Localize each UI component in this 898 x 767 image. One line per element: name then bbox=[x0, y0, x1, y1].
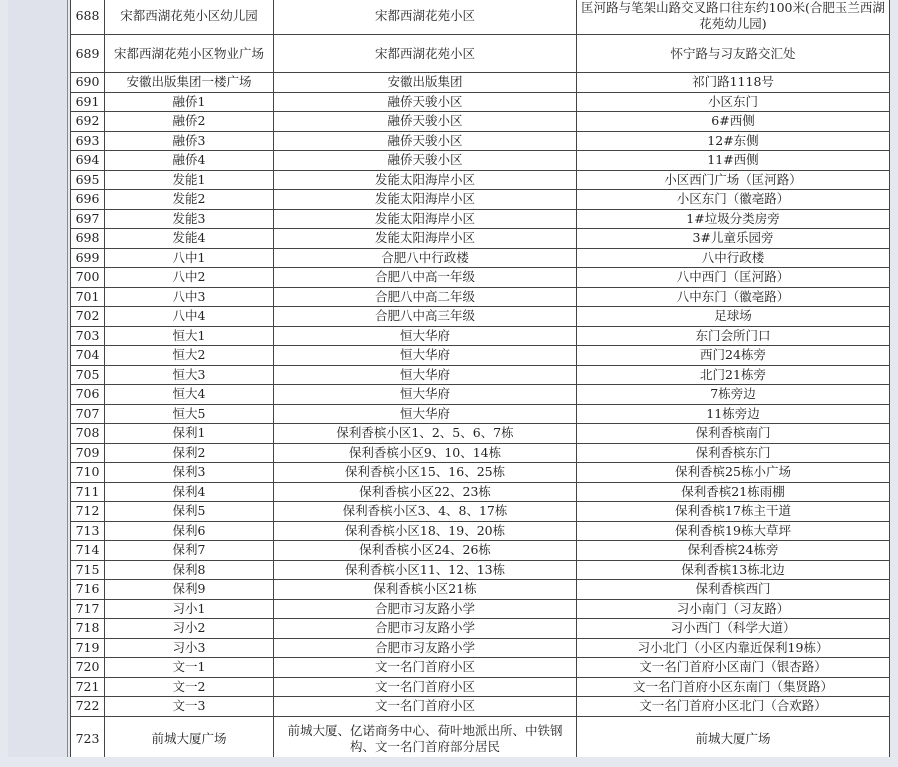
row-number-cell: 705 bbox=[71, 365, 105, 385]
site-location-cell: 保利香槟小区15、16、25栋 bbox=[274, 463, 577, 483]
site-address-cell: 7栋旁边 bbox=[577, 385, 890, 405]
table-row bbox=[71, 541, 890, 561]
site-address-cell: 保利香槟17栋主干道 bbox=[577, 502, 890, 522]
site-name-cell: 发能2 bbox=[105, 190, 274, 210]
site-location-cell: 恒大华府 bbox=[274, 404, 577, 424]
site-name-cell: 宋都西湖花苑小区物业广场 bbox=[105, 35, 274, 73]
table-row bbox=[71, 151, 890, 171]
table-row bbox=[71, 170, 890, 190]
table-row bbox=[71, 619, 890, 639]
site-address-cell: 文一名门首府小区南门（银杏路） bbox=[577, 658, 890, 678]
site-location-cell: 合肥八中高一年级 bbox=[274, 268, 577, 288]
site-name-cell: 保利3 bbox=[105, 463, 274, 483]
site-name-cell: 发能4 bbox=[105, 229, 274, 249]
site-address-cell: 前城大厦广场 bbox=[577, 716, 890, 761]
site-location-cell: 保利香槟小区11、12、13栋 bbox=[274, 560, 577, 580]
site-name-cell: 文一3 bbox=[105, 697, 274, 717]
row-number-cell: 692 bbox=[71, 112, 105, 132]
site-name-cell: 融侨3 bbox=[105, 131, 274, 151]
right-panel-border bbox=[889, 0, 898, 767]
site-location-cell: 发能太阳海岸小区 bbox=[274, 190, 577, 210]
site-name-cell: 习小1 bbox=[105, 599, 274, 619]
site-name-cell: 融侨2 bbox=[105, 112, 274, 132]
site-location-cell: 合肥市习友路小学 bbox=[274, 619, 577, 639]
table-row bbox=[71, 463, 890, 483]
site-address-cell: 文一名门首府小区东南门（集贤路） bbox=[577, 677, 890, 697]
site-location-cell: 恒大华府 bbox=[274, 326, 577, 346]
table-row bbox=[71, 638, 890, 658]
site-address-cell: 1#垃圾分类房旁 bbox=[577, 209, 890, 229]
site-name-cell: 恒大1 bbox=[105, 326, 274, 346]
site-name-cell: 八中3 bbox=[105, 287, 274, 307]
table-row bbox=[71, 482, 890, 502]
site-location-cell: 保利香槟小区22、23栋 bbox=[274, 482, 577, 502]
site-name-cell: 习小2 bbox=[105, 619, 274, 639]
site-name-cell: 恒大5 bbox=[105, 404, 274, 424]
site-location-cell: 合肥八中行政楼 bbox=[274, 248, 577, 268]
site-address-cell: 习小西门（科学大道） bbox=[577, 619, 890, 639]
site-name-cell: 保利6 bbox=[105, 521, 274, 541]
table-row bbox=[71, 346, 890, 366]
site-location-cell: 保利香槟小区3、4、8、17栋 bbox=[274, 502, 577, 522]
site-location-cell: 恒大华府 bbox=[274, 385, 577, 405]
site-location-cell: 文一名门首府小区 bbox=[274, 677, 577, 697]
site-name-cell: 保利7 bbox=[105, 541, 274, 561]
table-row bbox=[71, 112, 890, 132]
row-number-cell: 699 bbox=[71, 248, 105, 268]
row-number-cell: 703 bbox=[71, 326, 105, 346]
site-location-cell: 融侨天骏小区 bbox=[274, 151, 577, 171]
row-number-cell: 693 bbox=[71, 131, 105, 151]
row-number-cell: 704 bbox=[71, 346, 105, 366]
sampling-sites-table bbox=[70, 0, 890, 762]
row-number-cell: 719 bbox=[71, 638, 105, 658]
table-body bbox=[71, 0, 890, 761]
site-name-cell: 保利4 bbox=[105, 482, 274, 502]
site-location-cell: 宋都西湖花苑小区 bbox=[274, 0, 577, 35]
site-name-cell: 前城大厦广场 bbox=[105, 716, 274, 761]
row-number-cell: 695 bbox=[71, 170, 105, 190]
table-row bbox=[71, 677, 890, 697]
row-number-cell: 690 bbox=[71, 73, 105, 93]
site-address-cell: 八中西门（匡河路） bbox=[577, 268, 890, 288]
site-address-cell: 小区东门（徽亳路） bbox=[577, 190, 890, 210]
row-number-cell: 698 bbox=[71, 229, 105, 249]
row-number-cell: 694 bbox=[71, 151, 105, 171]
table-row bbox=[71, 131, 890, 151]
table-row bbox=[71, 326, 890, 346]
site-address-cell: 小区东门 bbox=[577, 92, 890, 112]
site-name-cell: 保利1 bbox=[105, 424, 274, 444]
row-number-cell: 691 bbox=[71, 92, 105, 112]
table-row bbox=[71, 424, 890, 444]
site-location-cell: 恒大华府 bbox=[274, 346, 577, 366]
site-name-cell: 文一2 bbox=[105, 677, 274, 697]
table-row bbox=[71, 92, 890, 112]
row-number-cell: 702 bbox=[71, 307, 105, 327]
site-name-cell: 八中2 bbox=[105, 268, 274, 288]
site-address-cell: 足球场 bbox=[577, 307, 890, 327]
table-row bbox=[71, 521, 890, 541]
row-number-cell: 701 bbox=[71, 287, 105, 307]
row-number-cell: 708 bbox=[71, 424, 105, 444]
table-row bbox=[71, 385, 890, 405]
site-location-cell: 保利香槟小区21栋 bbox=[274, 580, 577, 600]
table-row bbox=[71, 502, 890, 522]
site-location-cell: 保利香槟小区18、19、20栋 bbox=[274, 521, 577, 541]
site-location-cell: 发能太阳海岸小区 bbox=[274, 209, 577, 229]
site-address-cell: 八中东门（徽亳路） bbox=[577, 287, 890, 307]
row-number-cell: 722 bbox=[71, 697, 105, 717]
site-address-cell: 小区西门广场（匡河路） bbox=[577, 170, 890, 190]
site-address-cell: 匡河路与笔架山路交叉路口往东约100米(合肥玉兰西湖花苑幼儿园) bbox=[577, 0, 890, 35]
site-name-cell: 八中4 bbox=[105, 307, 274, 327]
site-address-cell: 习小北门（小区内靠近保利19栋） bbox=[577, 638, 890, 658]
row-number-cell: 721 bbox=[71, 677, 105, 697]
site-address-cell: 习小南门（习友路） bbox=[577, 599, 890, 619]
site-address-cell: 保利香槟21栋雨棚 bbox=[577, 482, 890, 502]
left-panel bbox=[8, 0, 68, 757]
table-row bbox=[71, 209, 890, 229]
site-name-cell: 恒大4 bbox=[105, 385, 274, 405]
site-name-cell: 安徽出版集团一楼广场 bbox=[105, 73, 274, 93]
site-location-cell: 融侨天骏小区 bbox=[274, 92, 577, 112]
table-row bbox=[71, 268, 890, 288]
table-row bbox=[71, 73, 890, 93]
site-name-cell: 发能1 bbox=[105, 170, 274, 190]
site-location-cell: 合肥八中高二年级 bbox=[274, 287, 577, 307]
site-address-cell: 保利香槟13栋北边 bbox=[577, 560, 890, 580]
table-row bbox=[71, 404, 890, 424]
site-name-cell: 恒大3 bbox=[105, 365, 274, 385]
row-number-cell: 688 bbox=[71, 0, 105, 35]
table-row bbox=[71, 580, 890, 600]
site-address-cell: 保利香槟25栋小广场 bbox=[577, 463, 890, 483]
left-panel-border bbox=[0, 0, 70, 767]
site-address-cell: 3#儿童乐园旁 bbox=[577, 229, 890, 249]
site-address-cell: 保利香槟19栋大草坪 bbox=[577, 521, 890, 541]
row-number-cell: 712 bbox=[71, 502, 105, 522]
bottom-panel-border bbox=[0, 757, 898, 767]
site-address-cell: 北门21栋旁 bbox=[577, 365, 890, 385]
site-location-cell: 文一名门首府小区 bbox=[274, 658, 577, 678]
site-name-cell: 文一1 bbox=[105, 658, 274, 678]
site-name-cell: 恒大2 bbox=[105, 346, 274, 366]
site-name-cell: 八中1 bbox=[105, 248, 274, 268]
row-number-cell: 715 bbox=[71, 560, 105, 580]
site-location-cell: 前城大厦、亿诺商务中心、荷叶地派出所、中铁钢构、文一名门首府部分居民 bbox=[274, 716, 577, 761]
site-address-cell: 6#西侧 bbox=[577, 112, 890, 132]
site-address-cell: 怀宁路与习友路交汇处 bbox=[577, 35, 890, 73]
site-name-cell: 保利5 bbox=[105, 502, 274, 522]
site-address-cell: 保利香槟西门 bbox=[577, 580, 890, 600]
row-number-cell: 696 bbox=[71, 190, 105, 210]
row-number-cell: 717 bbox=[71, 599, 105, 619]
site-address-cell: 文一名门首府小区北门（合欢路） bbox=[577, 697, 890, 717]
site-address-cell: 11栋旁边 bbox=[577, 404, 890, 424]
site-name-cell: 保利8 bbox=[105, 560, 274, 580]
site-name-cell: 发能3 bbox=[105, 209, 274, 229]
row-number-cell: 716 bbox=[71, 580, 105, 600]
table-row bbox=[71, 287, 890, 307]
site-location-cell: 融侨天骏小区 bbox=[274, 112, 577, 132]
row-number-cell: 706 bbox=[71, 385, 105, 405]
site-address-cell: 保利香槟东门 bbox=[577, 443, 890, 463]
site-location-cell: 恒大华府 bbox=[274, 365, 577, 385]
site-location-cell: 保利香槟小区24、26栋 bbox=[274, 541, 577, 561]
site-name-cell: 保利9 bbox=[105, 580, 274, 600]
row-number-cell: 700 bbox=[71, 268, 105, 288]
site-address-cell: 保利香槟南门 bbox=[577, 424, 890, 444]
table-row bbox=[71, 560, 890, 580]
site-address-cell: 保利香槟24栋旁 bbox=[577, 541, 890, 561]
site-address-cell: 12#东侧 bbox=[577, 131, 890, 151]
site-name-cell: 习小3 bbox=[105, 638, 274, 658]
row-number-cell: 714 bbox=[71, 541, 105, 561]
site-location-cell: 合肥市习友路小学 bbox=[274, 599, 577, 619]
table-row bbox=[71, 35, 890, 73]
table-row bbox=[71, 307, 890, 327]
site-location-cell: 保利香槟小区1、2、5、6、7栋 bbox=[274, 424, 577, 444]
row-number-cell: 720 bbox=[71, 658, 105, 678]
table-row bbox=[71, 658, 890, 678]
table-row bbox=[71, 443, 890, 463]
row-number-cell: 710 bbox=[71, 463, 105, 483]
site-address-cell: 西门24栋旁 bbox=[577, 346, 890, 366]
site-location-cell: 合肥市习友路小学 bbox=[274, 638, 577, 658]
row-number-cell: 723 bbox=[71, 716, 105, 761]
table-row bbox=[71, 716, 890, 761]
table-row bbox=[71, 248, 890, 268]
site-name-cell: 保利2 bbox=[105, 443, 274, 463]
table-row bbox=[71, 599, 890, 619]
site-name-cell: 融侨1 bbox=[105, 92, 274, 112]
site-address-cell: 11#西侧 bbox=[577, 151, 890, 171]
table-row bbox=[71, 0, 890, 35]
table-row bbox=[71, 229, 890, 249]
site-name-cell: 融侨4 bbox=[105, 151, 274, 171]
table-row bbox=[71, 190, 890, 210]
row-number-cell: 697 bbox=[71, 209, 105, 229]
site-location-cell: 发能太阳海岸小区 bbox=[274, 229, 577, 249]
table-row bbox=[71, 697, 890, 717]
site-location-cell: 文一名门首府小区 bbox=[274, 697, 577, 717]
site-location-cell: 宋都西湖花苑小区 bbox=[274, 35, 577, 73]
site-location-cell: 发能太阳海岸小区 bbox=[274, 170, 577, 190]
site-name-cell: 宋都西湖花苑小区幼儿园 bbox=[105, 0, 274, 35]
site-location-cell: 安徽出版集团 bbox=[274, 73, 577, 93]
site-location-cell: 合肥八中高三年级 bbox=[274, 307, 577, 327]
site-address-cell: 东门会所门口 bbox=[577, 326, 890, 346]
row-number-cell: 711 bbox=[71, 482, 105, 502]
row-number-cell: 713 bbox=[71, 521, 105, 541]
site-location-cell: 融侨天骏小区 bbox=[274, 131, 577, 151]
row-number-cell: 718 bbox=[71, 619, 105, 639]
site-address-cell: 八中行政楼 bbox=[577, 248, 890, 268]
table-row bbox=[71, 365, 890, 385]
row-number-cell: 709 bbox=[71, 443, 105, 463]
row-number-cell: 707 bbox=[71, 404, 105, 424]
row-number-cell: 689 bbox=[71, 35, 105, 73]
site-address-cell: 祁门路1118号 bbox=[577, 73, 890, 93]
site-location-cell: 保利香槟小区9、10、14栋 bbox=[274, 443, 577, 463]
